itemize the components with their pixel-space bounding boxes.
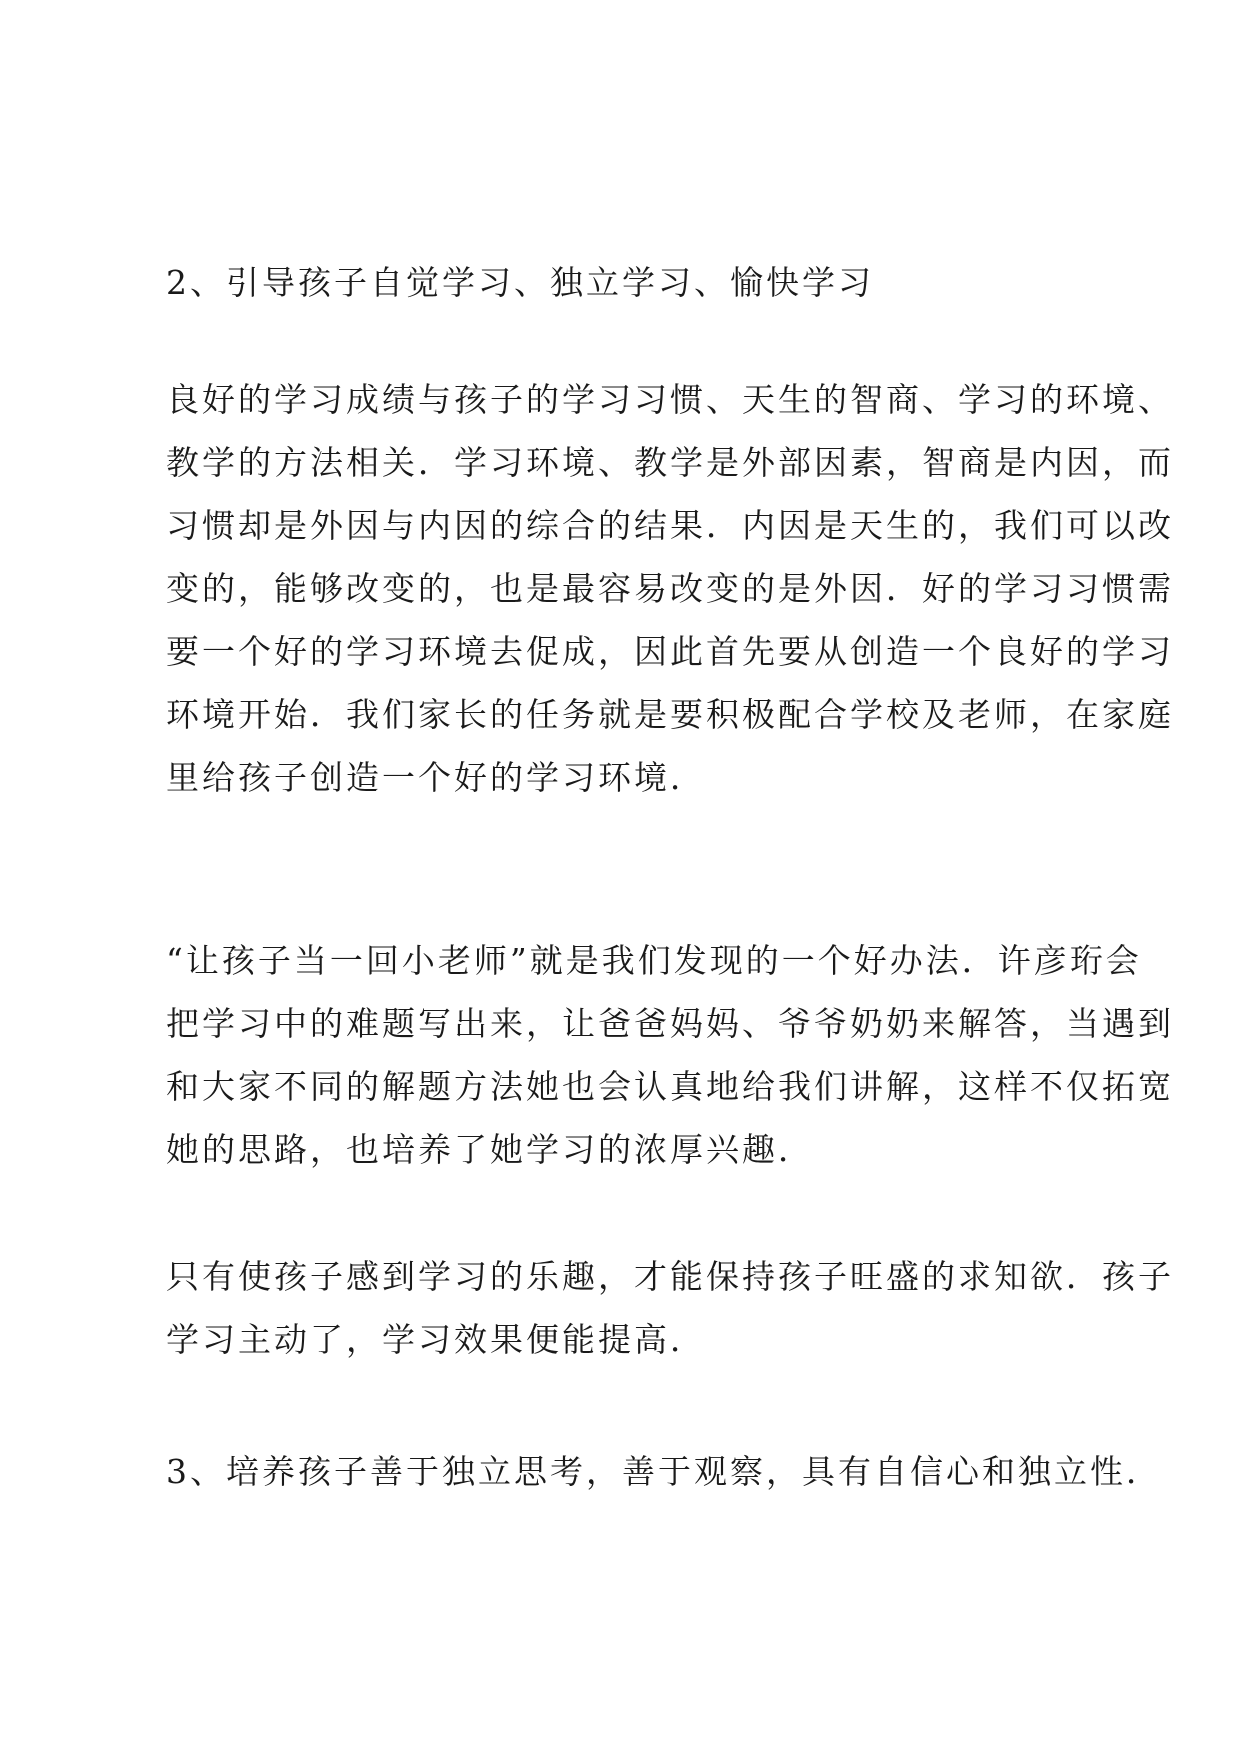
section-heading-2: 2、引导孩子自觉学习、独立学习、愉快学习	[166, 263, 874, 302]
paragraph-line: 和大家不同的解题方法她也会认真地给我们讲解，这样不仅拓宽	[166, 1067, 1174, 1106]
paragraph-line: 变的，能够改变的，也是最容易改变的是外因．好的学习习惯需	[166, 569, 1174, 608]
paragraph-line: “让孩子当一回小老师”就是我们发现的一个好办法．许彦珩会	[166, 941, 1142, 980]
paragraph-line: 里给孩子创造一个好的学习环境．	[166, 758, 706, 797]
paragraph-line: 只有使孩子感到学习的乐趣，才能保持孩子旺盛的求知欲．孩子	[166, 1257, 1174, 1296]
section-heading-3: 3、培养孩子善于独立思考，善于观察，具有自信心和独立性．	[166, 1452, 1162, 1491]
paragraph-line: 良好的学习成绩与孩子的学习习惯、天生的智商、学习的环境、	[166, 380, 1174, 419]
paragraph-line: 她的思路，也培养了她学习的浓厚兴趣．	[166, 1130, 814, 1169]
paragraph-line: 学习主动了，学习效果便能提高．	[166, 1320, 706, 1359]
paragraph-line: 习惯却是外因与内因的综合的结果．内因是天生的，我们可以改	[166, 506, 1174, 545]
paragraph-line: 把学习中的难题写出来，让爸爸妈妈、爷爷奶奶来解答，当遇到	[166, 1004, 1174, 1043]
paragraph-line: 要一个好的学习环境去促成，因此首先要从创造一个良好的学习	[166, 632, 1174, 671]
paragraph-line: 环境开始．我们家长的任务就是要积极配合学校及老师，在家庭	[166, 695, 1174, 734]
paragraph-line: 教学的方法相关．学习环境、教学是外部因素，智商是内因，而	[166, 443, 1174, 482]
